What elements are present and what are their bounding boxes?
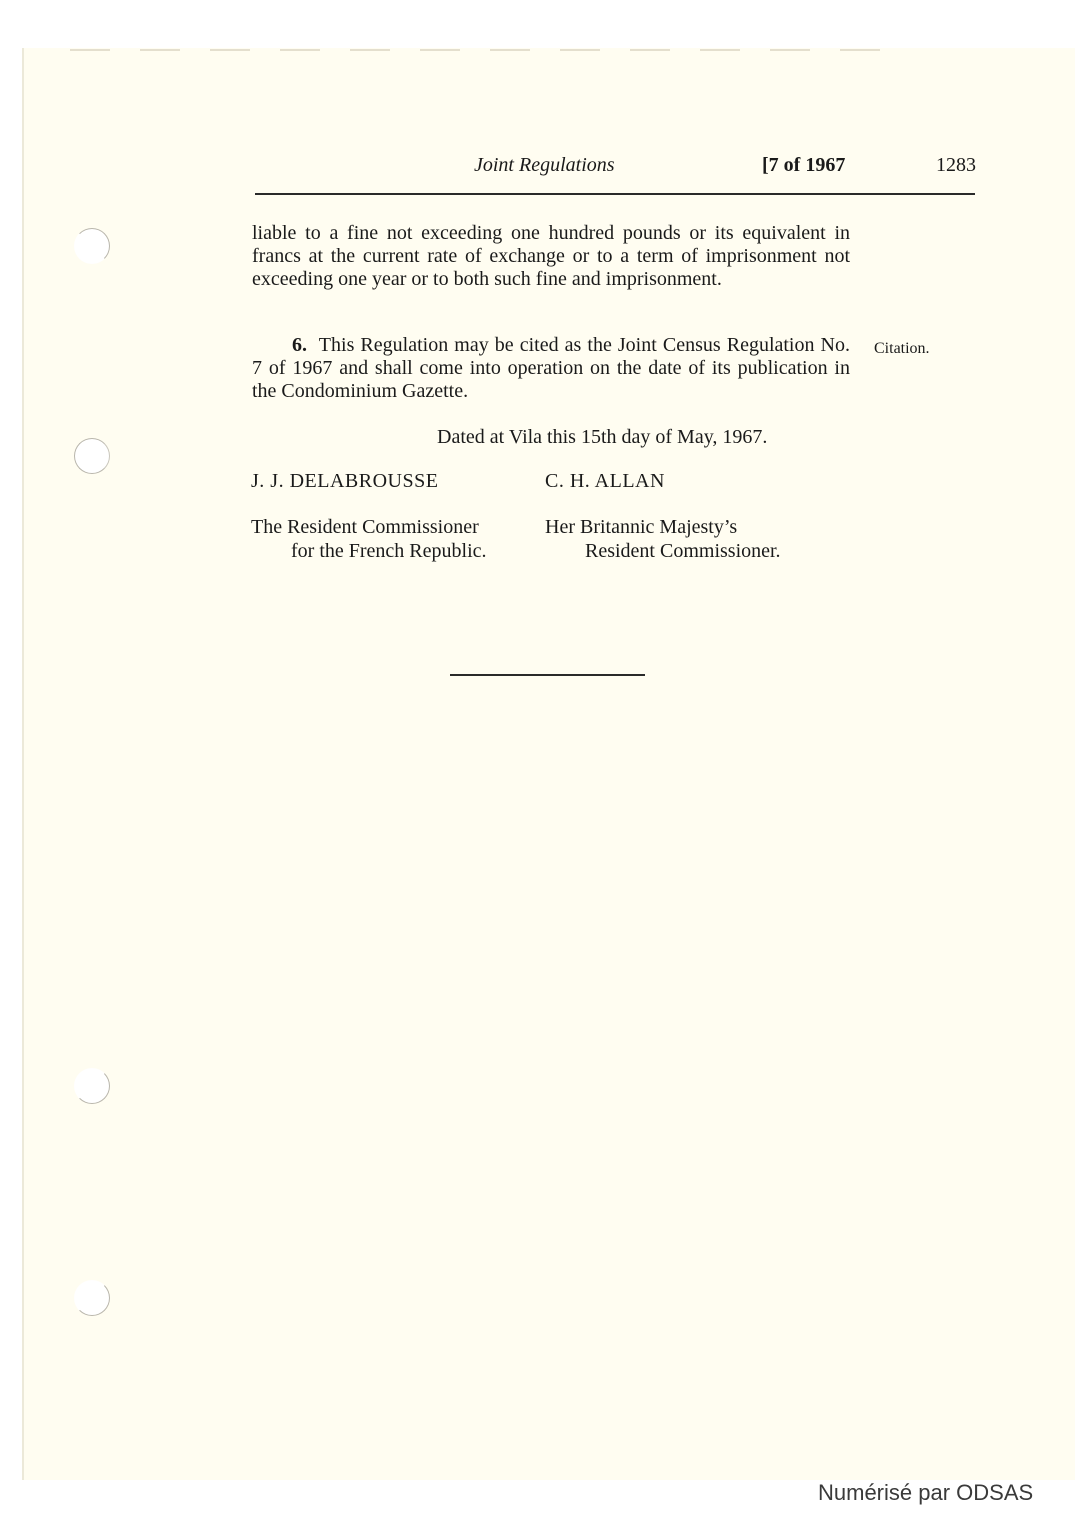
paragraph-penalty: liable to a fine not exceeding one hundred pounds or its equivalent in francs at the current rate of exchange or to a term of imprisonment not exceeding one year or to both such fine and imprisonment. <box>252 222 850 290</box>
signatory-office-left <box>251 515 487 563</box>
punch-hole-icon <box>74 228 110 264</box>
margin-note-citation: Citation. <box>874 340 930 357</box>
section-number: 6. <box>292 334 307 356</box>
section-6-paragraph <box>252 334 850 403</box>
end-rule <box>450 674 645 676</box>
running-head-regulation-number: [7 of 1967 <box>762 154 846 176</box>
page-edge <box>22 48 24 1480</box>
digitization-watermark: Numérisé par ODSAS <box>818 1480 1034 1505</box>
office-line-2: Resident Commissioner. <box>585 540 781 562</box>
punch-hole-icon <box>74 438 110 474</box>
header-rule <box>255 193 975 195</box>
signatory-name-right: C. H. ALLAN <box>545 470 665 492</box>
office-line-2: for the French Republic. <box>291 540 487 562</box>
scan-artifact <box>70 49 900 51</box>
dated-line: Dated at Vila this 15th day of May, 1967. <box>437 426 768 448</box>
section-6-text: This Regulation may be cited as the Joint Census Regulation No. 7 of 1967 and shall come into operation on the date of its publication in the Condominium Gazette. <box>252 334 851 402</box>
punch-hole-icon <box>74 1280 110 1316</box>
office-line-1: Her Britannic Majesty’s <box>545 516 738 538</box>
punch-hole-icon <box>74 1068 110 1104</box>
running-head-title: Joint Regulations <box>474 154 615 176</box>
signatory-office-right <box>545 515 781 563</box>
page-number: 1283 <box>936 154 976 176</box>
signatory-name-left: J. J. DELABROUSSE <box>251 470 439 492</box>
office-line-1: The Resident Commissioner <box>251 516 479 538</box>
